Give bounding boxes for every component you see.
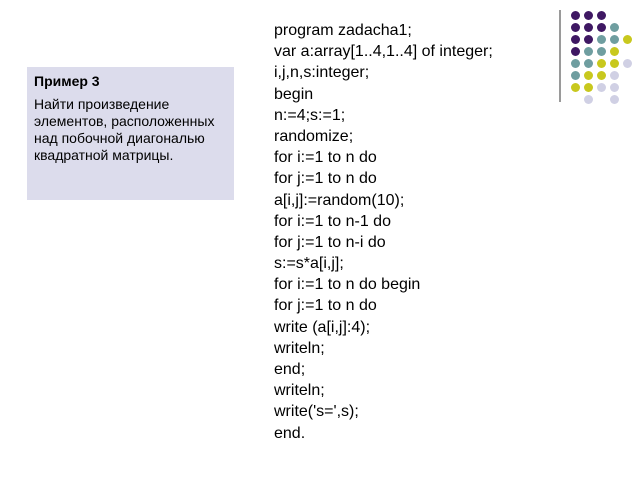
dot [571, 59, 580, 68]
dot [597, 83, 606, 92]
dot [597, 35, 606, 44]
example-text: Найти произведение элементов, расположенных над побочной диагональю квадратной матрицы. [34, 96, 215, 163]
code-line: for i:=1 to n-1 do [274, 212, 391, 230]
dot [597, 11, 606, 20]
dot [571, 47, 580, 56]
dot [571, 35, 580, 44]
dot [623, 35, 632, 44]
dot [584, 71, 593, 80]
dot [597, 71, 606, 80]
dot [610, 23, 619, 32]
code-line: writeln; [274, 339, 325, 357]
dot [571, 83, 580, 92]
example-box [27, 67, 234, 200]
dot [597, 59, 606, 68]
dot [610, 35, 619, 44]
dot [610, 95, 619, 104]
dot [610, 83, 619, 92]
decorative-divider [559, 10, 561, 102]
code-listing [274, 20, 493, 444]
code-line: for j:=1 to n do [274, 170, 377, 188]
code-line: for i:=1 to n do begin [274, 276, 421, 294]
example-title: Пример 3 [34, 73, 100, 89]
dot [610, 59, 619, 68]
dot [571, 71, 580, 80]
dot [584, 35, 593, 44]
code-line: a[i,j]:=random(10); [274, 191, 405, 209]
code-line: end; [274, 361, 306, 378]
code-line: end. [274, 424, 306, 442]
code-line: for i:=1 to n do [274, 149, 377, 167]
dot [610, 71, 619, 80]
code-line: writeln; [274, 382, 325, 400]
dot [571, 23, 580, 32]
dot [584, 59, 593, 68]
dot [584, 47, 593, 56]
dot [584, 23, 593, 32]
code-line: randomize; [274, 127, 354, 145]
dot [623, 59, 632, 68]
dot [584, 95, 593, 104]
code-line: i,j,n,s:integer; [274, 64, 370, 82]
code-line: for j:=1 to n-i do [274, 233, 386, 251]
dot [597, 47, 606, 56]
dot [610, 47, 619, 56]
dot [571, 11, 580, 20]
dot [584, 11, 593, 20]
code-line: var a:array[1..4,1..4] of integer; [274, 43, 493, 61]
code-line: n:=4;s:=1; [274, 106, 346, 124]
dot [597, 23, 606, 32]
dot [584, 83, 593, 92]
code-line: write('s=',s); [274, 403, 359, 421]
code-line: for j:=1 to n do [274, 297, 377, 315]
code-line: begin [274, 85, 314, 103]
code-line: s:=s*a[i,j]; [274, 255, 344, 273]
code-line: write (a[i,j]:4); [274, 318, 371, 336]
code-line: program zadacha1; [274, 22, 412, 39]
